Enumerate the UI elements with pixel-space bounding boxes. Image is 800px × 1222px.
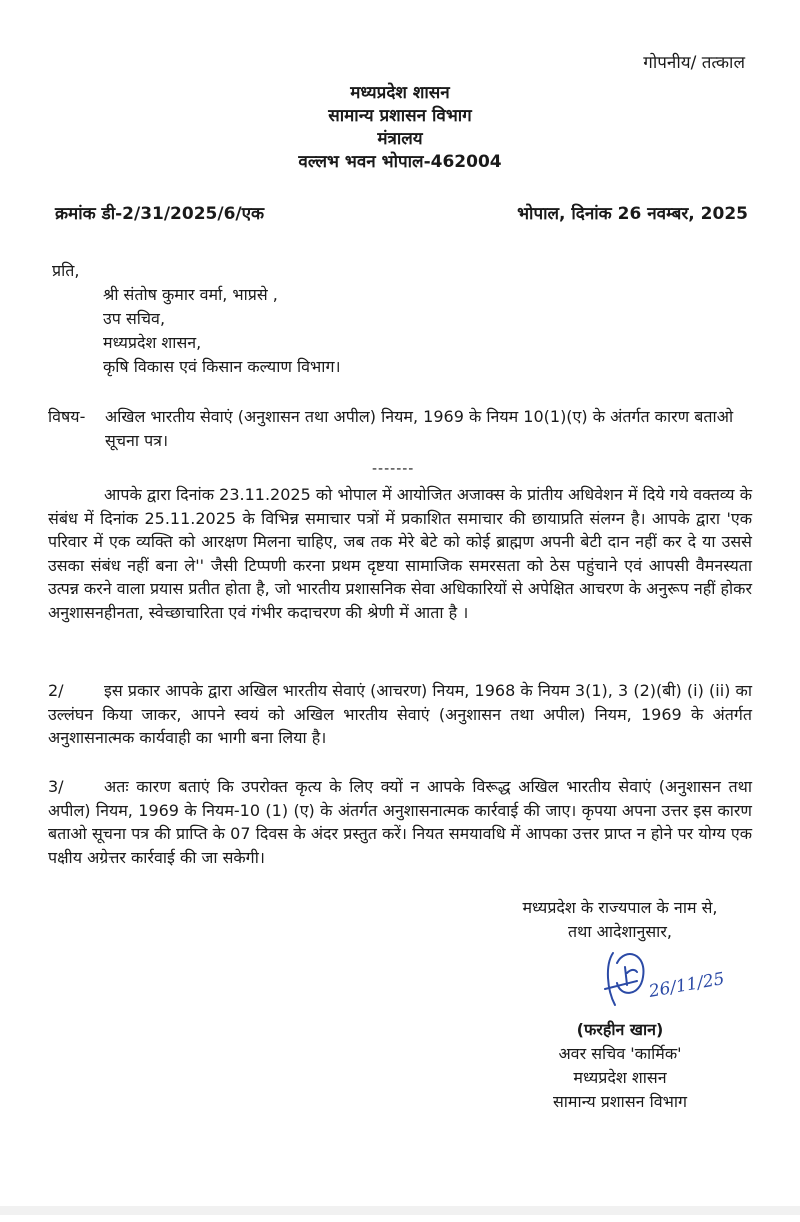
subject-text: अखिल भारतीय सेवाएं (अनुशासन तथा अपील) नियम, 1969 के नियम 10(1)(ए) के अंतर्गत कारण बताओ सूचना पत्र। [105, 407, 734, 450]
page-edge [0, 1206, 800, 1215]
letterhead-address: वल्लभ भवन भोपाल-462004 [298, 152, 502, 172]
signature-line [605, 981, 637, 989]
addressee-block [103, 283, 341, 379]
to-label: प्रति, [52, 261, 80, 280]
paragraph-3 [48, 775, 752, 869]
authority-block [470, 896, 770, 944]
signer-government: मध्यप्रदेश शासन [573, 1068, 667, 1087]
addressee-designation: उप सचिव, [103, 309, 166, 328]
letterhead-department: सामान्य प्रशासन विभाग [328, 106, 472, 126]
paragraph-text: इस प्रकार आपके द्वारा अखिल भारतीय सेवाएं (आचरण) नियम, 1968 के नियम 3(1), 3 (2)(बी) (i) (ii) का उल्लंघन किया जाकर, आपने स्वयं को अखिल भारतीय सेवाएं (अनुशासन तथा अपील) नियम, 1969 के अंतर्गत अनुशासनात्मक कार्यवाही का भागी बना लिया है। [48, 681, 752, 747]
authority-line-1: मध्यप्रदेश के राज्यपाल के नाम से, [522, 898, 718, 917]
subject-label: विषय- [48, 407, 86, 426]
paragraph-number: 2/ [48, 681, 64, 700]
letterhead-ministry: मंत्रालय [377, 129, 423, 149]
signer-name: (फरहीन खान) [576, 1020, 664, 1039]
paragraph-text: आपके द्वारा दिनांक 23.11.2025 को भोपाल में आयोजित अजाक्स के प्रांतीय अधिवेशन में दिये गये वक्तव्य के संबंध में दिनांक 25.11.2025 के विभिन्न समाचार पत्रों में प्रकाशित समाचार की छायाप्रति संलग्न है। आपके द्वारा 'एक परिवार में एक व्यक्ति को आरक्षण मिलना चाहिए, जब तक मेरे बेटे को कोई ब्राह्मण अपनी बेटी दान नहीं कर दे या उससे उसका संबंध नहीं बना ले'' जैसी टिप्पणी करना प्रथम दृष्टया सामाजिक समरसता को ठेस पहुंचाने एवं आपसी वैमनस्यता उत्पन्न करने वाला प्रयास प्रतीत होता है, जो भारतीय प्रशासनिक सेवा अधिकारियों से अपेक्षित आचरण के अनुरूप नहीं होकर अनुशासनहीनता, स्वेच्छाचारिता एवं गंभीर कदाचरण की श्रेणी में आता है । [48, 485, 752, 622]
paragraph-text: अतः कारण बताएं कि उपरोक्त कृत्य के लिए क्यों न आपके विरूद्ध अखिल भारतीय सेवाएं (अनुशासन तथा अपील) नियम, 1969 के नियम-10 (1) (ए) के अंतर्गत अनुशासनात्मक कार्रवाई की जाए। कृपया अपना उत्तर इस कारण बताओ सूचना पत्र की प्राप्ति के 07 दिवस के अंदर प्रस्तुत करें। नियत समयावधि में आपका उत्तर प्राप्त न होने पर योग्य एक पक्षीय अग्रेत्तर कार्रवाई की जा सकेगी। [48, 777, 752, 867]
paragraph-1 [48, 483, 752, 624]
letterhead [0, 82, 800, 174]
signature-stroke [608, 953, 615, 1005]
signature-loop [617, 954, 643, 993]
reference-number: क्रमांक डी-2/31/2025/6/एक [55, 204, 265, 224]
classification-label: गोपनीय/ तत्काल [643, 53, 745, 73]
addressee-name: श्री संतोष कुमार वर्मा, भाप्रसे , [103, 285, 278, 304]
paragraph-2 [48, 679, 752, 750]
addressee-department: कृषि विकास एवं किसान कल्याण विभाग। [103, 357, 341, 376]
separator: ------- [372, 461, 415, 477]
signature-date: 26/11/25 [647, 968, 727, 1002]
authority-line-2: तथा आदेशानुसार, [568, 922, 672, 941]
handwritten-signature [595, 945, 735, 1015]
signer-designation: अवर सचिव 'कार्मिक' [558, 1044, 682, 1063]
signer-department: सामान्य प्रशासन विभाग [552, 1092, 688, 1111]
paragraph-number: 3/ [48, 777, 64, 796]
signer-block [470, 1018, 770, 1114]
place-date: भोपाल, दिनांक 26 नवम्बर, 2025 [517, 204, 748, 224]
addressee-government: मध्यप्रदेश शासन, [103, 333, 202, 352]
letterhead-government: मध्यप्रदेश शासन [350, 83, 450, 103]
